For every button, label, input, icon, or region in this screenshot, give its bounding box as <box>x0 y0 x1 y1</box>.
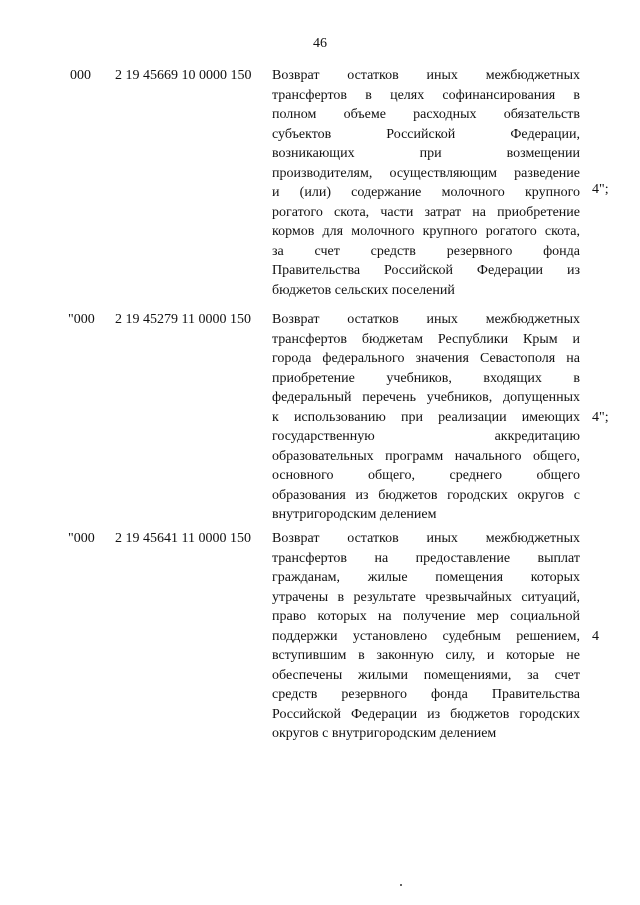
description-line: производителям, осуществляющим разведение <box>272 165 580 181</box>
description-line: трансфертов в целях софинансирования в <box>272 87 580 103</box>
description-line: Возврат остатков иных межбюджетных <box>272 312 580 327</box>
income-code: 2 19 45641 11 0000 150 <box>115 531 251 546</box>
admin-code: "000 <box>68 312 95 327</box>
norm-value: 4"; <box>592 182 609 197</box>
income-description <box>272 529 580 744</box>
description-line: кормов для молочного крупного рогатого скота, <box>272 224 580 239</box>
description-line: рогатого скота, части затрат на приобретение <box>272 204 580 220</box>
description-line: образовательных программ начального общего, <box>272 448 580 464</box>
description-line: обеспечены жилыми помещениями, за счет <box>272 667 580 683</box>
description-line: поддержки установлено судебным решением, <box>272 628 580 644</box>
description-line: бюджетов сельских поселений <box>272 282 455 298</box>
description-line: средств резервного фонда Правительства <box>272 687 580 702</box>
income-description <box>272 66 580 300</box>
description-line: за счет средств резервного фонда <box>272 243 580 259</box>
description-line: вступившим в законную силу, и которые не <box>272 648 580 663</box>
norm-value: 4 <box>592 629 599 644</box>
scan-speck <box>400 884 402 886</box>
admin-code: "000 <box>68 531 95 546</box>
description-line: государственную аккредитацию <box>272 429 580 444</box>
description-line: города федерального значения Севастополя на <box>272 351 580 366</box>
description-line: полном объеме расходных обязательств <box>272 107 580 122</box>
description-line: и (или) содержание молочного крупного <box>272 185 580 200</box>
description-line: трансфертов на предоставление выплат <box>272 550 580 566</box>
income-description <box>272 310 580 525</box>
description-line: округов с внутригородским делением <box>272 726 497 741</box>
income-code: 2 19 45279 11 0000 150 <box>115 312 251 327</box>
description-line: приобретение учебников, входящих в <box>272 370 580 386</box>
description-line: Российской Федерации из бюджетов городских <box>272 706 580 722</box>
description-line: образования из бюджетов городских округов с <box>272 487 580 503</box>
description-line: возникающих при возмещении <box>272 146 580 161</box>
description-line: к использованию при реализации имеющих <box>272 409 580 425</box>
description-line: федеральный перечень учебников, допущенных <box>272 390 580 405</box>
description-line: основного общего, среднего общего <box>272 468 580 483</box>
description-line: гражданам, жилые помещения которых <box>272 570 580 585</box>
norm-value: 4"; <box>592 410 609 425</box>
description-line: Правительства Российской Федерации из <box>272 263 580 278</box>
description-line: Возврат остатков иных межбюджетных <box>272 531 580 546</box>
description-line: утрачены в результате чрезвычайных ситуаций, <box>272 589 580 605</box>
description-line: право которых на получение мер социальной <box>272 609 580 624</box>
description-line: внутригородским делением <box>272 507 437 522</box>
description-line: Возврат остатков иных межбюджетных <box>272 68 580 83</box>
admin-code: 000 <box>70 68 91 83</box>
page-number: 46 <box>313 36 327 51</box>
description-line: субъектов Российской Федерации, <box>272 126 580 142</box>
description-line: трансфертов бюджетам Республики Крым и <box>272 331 580 347</box>
income-code: 2 19 45669 10 0000 150 <box>115 68 252 83</box>
